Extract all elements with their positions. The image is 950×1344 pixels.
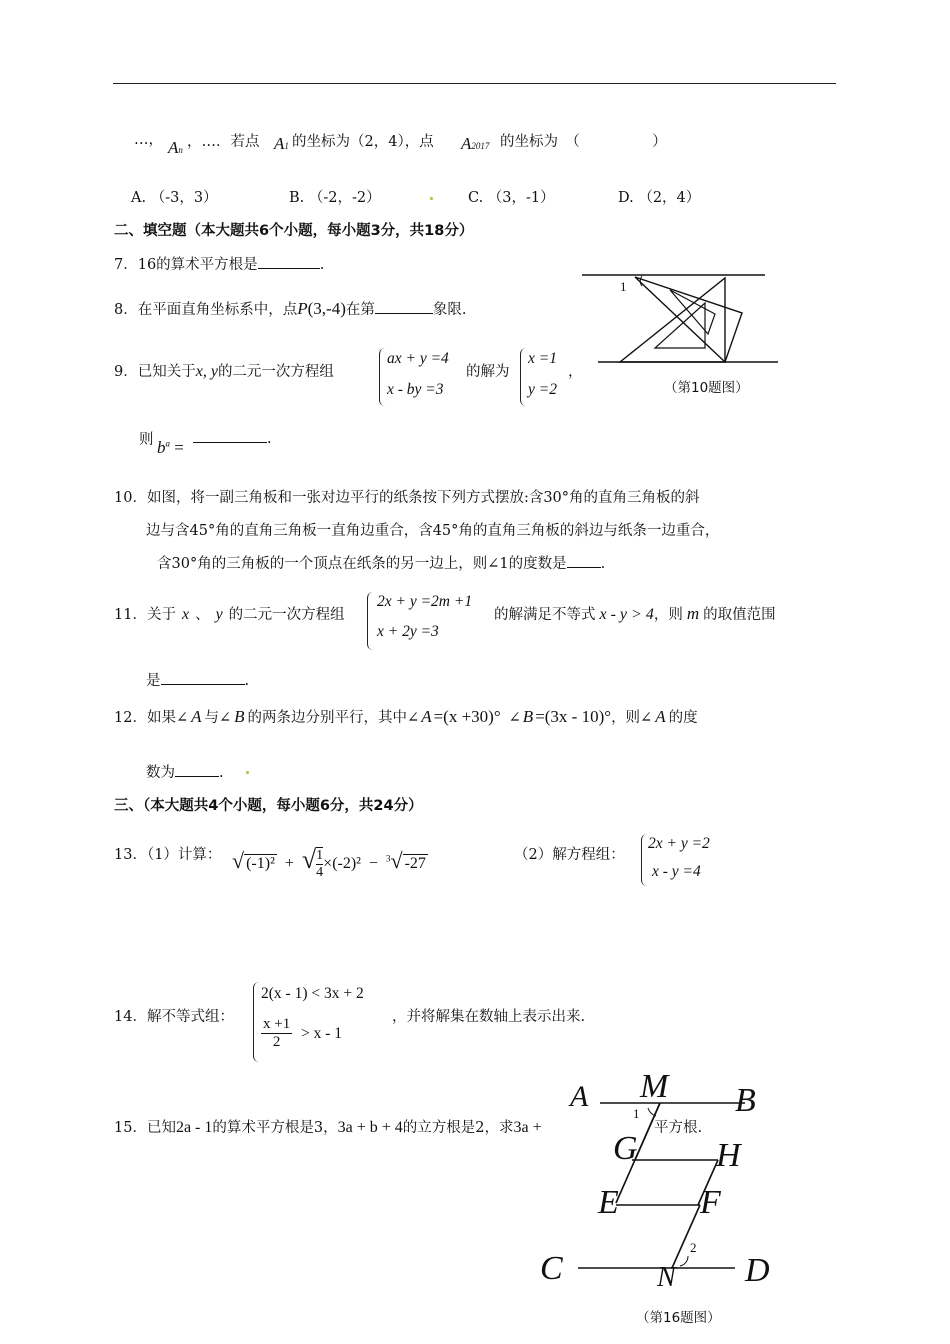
q6-an: An bbox=[168, 138, 183, 157]
q6-option-c: C. （3，-1） bbox=[468, 190, 555, 206]
q9-comma: ， bbox=[568, 364, 583, 380]
stray-dot bbox=[430, 197, 433, 200]
q12-line2: 数为 . bbox=[146, 761, 224, 782]
question-13-part1: 13．（1）计算： bbox=[114, 847, 222, 863]
question-10-line1: 10．如图，将一副三角板和一张对边平行的纸条按下列方式摆放:含30°角的直角三角板的斜 bbox=[114, 490, 700, 506]
q13-expr: √ (-1)² + √ $\frac{1}{4}$ ×(-2)² − $^3$√ -27 bbox=[232, 845, 426, 881]
fig16-label-a: A bbox=[570, 1080, 589, 1113]
q11-line2: 是 . bbox=[146, 669, 249, 690]
question-10-line2: 边与含45°角的直角三角板一直角边重合，含45°角的直角三角板的斜边与纸条一边重合， bbox=[146, 523, 720, 539]
fig16-label-h: H bbox=[716, 1137, 741, 1174]
q11-system-brace bbox=[367, 592, 376, 650]
question-13-part2: （2）解方程组： bbox=[514, 847, 625, 863]
question-7: 7．16的算术平方根是 . bbox=[114, 253, 324, 274]
fig16-angle-1: 1 bbox=[633, 1106, 640, 1121]
q13-eq1: 2x + y =2 bbox=[648, 835, 710, 852]
fig16-caption: （第16题图） bbox=[636, 1310, 721, 1326]
q11-tail: 的解满足不等式 x - y > 4，则 m 的取值范围 bbox=[494, 604, 776, 623]
q9-eq1: ax + y =4 bbox=[387, 350, 449, 367]
fig10-label-1: 1 bbox=[620, 279, 627, 294]
fig16-label-b: B bbox=[735, 1082, 756, 1119]
q11-eq1: 2x + y =2m +1 bbox=[377, 593, 473, 610]
question-12: 12．如果∠ A 与∠ B 的两条边分别平行，其中∠ A =(x +30)° ∠ B =(3x - 10)°，则∠ A 的度 bbox=[114, 707, 698, 726]
q9-sol2: y =2 bbox=[528, 381, 557, 398]
q14-frac: $\frac{x +1}{2}$ bbox=[263, 1016, 291, 1050]
q9-expr: $b^a$ = bbox=[157, 438, 184, 457]
q9-eq2: x - by =3 bbox=[387, 381, 444, 398]
question-15: 15．已知2a - 1的算术平方根是3，3a + b + 4的立方根是2，求3a + bbox=[114, 1119, 542, 1136]
q6-option-a: A. （-3，3） bbox=[131, 190, 218, 206]
q9-then: 则 bbox=[139, 432, 154, 448]
header-rule bbox=[113, 83, 836, 84]
question-8: 8．在平面直角坐标系中，点P(3,-4)在第 象限. bbox=[114, 299, 467, 318]
q6-text-2: 的坐标为（2，4），点 bbox=[292, 134, 434, 150]
fig16-label-c: C bbox=[540, 1250, 563, 1287]
q9-solution-text: 的解为 bbox=[466, 364, 510, 380]
q11-eq2: x + 2y =3 bbox=[377, 623, 439, 640]
fig16-label-m: M bbox=[640, 1068, 669, 1105]
q9-blank: . bbox=[193, 428, 272, 447]
q6-continuation: …， bbox=[134, 132, 163, 148]
section-2-heading: 二、填空题（本大题共6个小题，每小题3分，共18分） bbox=[114, 223, 474, 239]
q6-a1: A1 bbox=[274, 134, 289, 153]
fig10-caption: （第10题图） bbox=[664, 380, 749, 396]
q15-end: 平方根. bbox=[654, 1120, 703, 1136]
fig16-label-f: F bbox=[700, 1184, 721, 1221]
q6-option-b: B. （-2，-2） bbox=[289, 190, 381, 206]
question-10-line3: 含30°角的三角板的一个顶点在纸条的另一边上，则∠1的度数是 . bbox=[157, 552, 605, 573]
q14-ineq1: 2(x - 1) < 3x + 2 bbox=[261, 985, 364, 1002]
q6-text-3: 的坐标为 （ ） bbox=[500, 134, 667, 150]
fig16-label-g: G bbox=[613, 1130, 638, 1167]
q13-eq2: x - y =4 bbox=[652, 863, 701, 880]
q6-option-d: D. （2，4） bbox=[618, 190, 701, 206]
fig16-label-e: E bbox=[598, 1184, 619, 1221]
question-14-suffix: ，并将解集在数轴上表示出来. bbox=[392, 1009, 586, 1025]
q14-ineq2: > x - 1 bbox=[301, 1025, 343, 1042]
question-9: 9．已知关于x, y的二元一次方程组 bbox=[114, 363, 334, 380]
fig16-label-d: D bbox=[745, 1252, 770, 1289]
stray-dot-2 bbox=[246, 771, 249, 774]
fig16-label-n: N bbox=[657, 1262, 676, 1293]
q6-text-1: ，…．若点 bbox=[187, 134, 260, 150]
q6-a2017: A2017 bbox=[461, 134, 490, 153]
fig16-angle-2: 2 bbox=[690, 1240, 697, 1255]
question-14-prefix: 14．解不等式组： bbox=[114, 1009, 234, 1025]
q9-sol1: x =1 bbox=[528, 350, 557, 367]
section-3-heading: 三、（本大题共4个小题，每小题6分，共24分） bbox=[114, 798, 423, 814]
question-11: 11．关于 x 、 y 的二元一次方程组 bbox=[114, 606, 345, 623]
